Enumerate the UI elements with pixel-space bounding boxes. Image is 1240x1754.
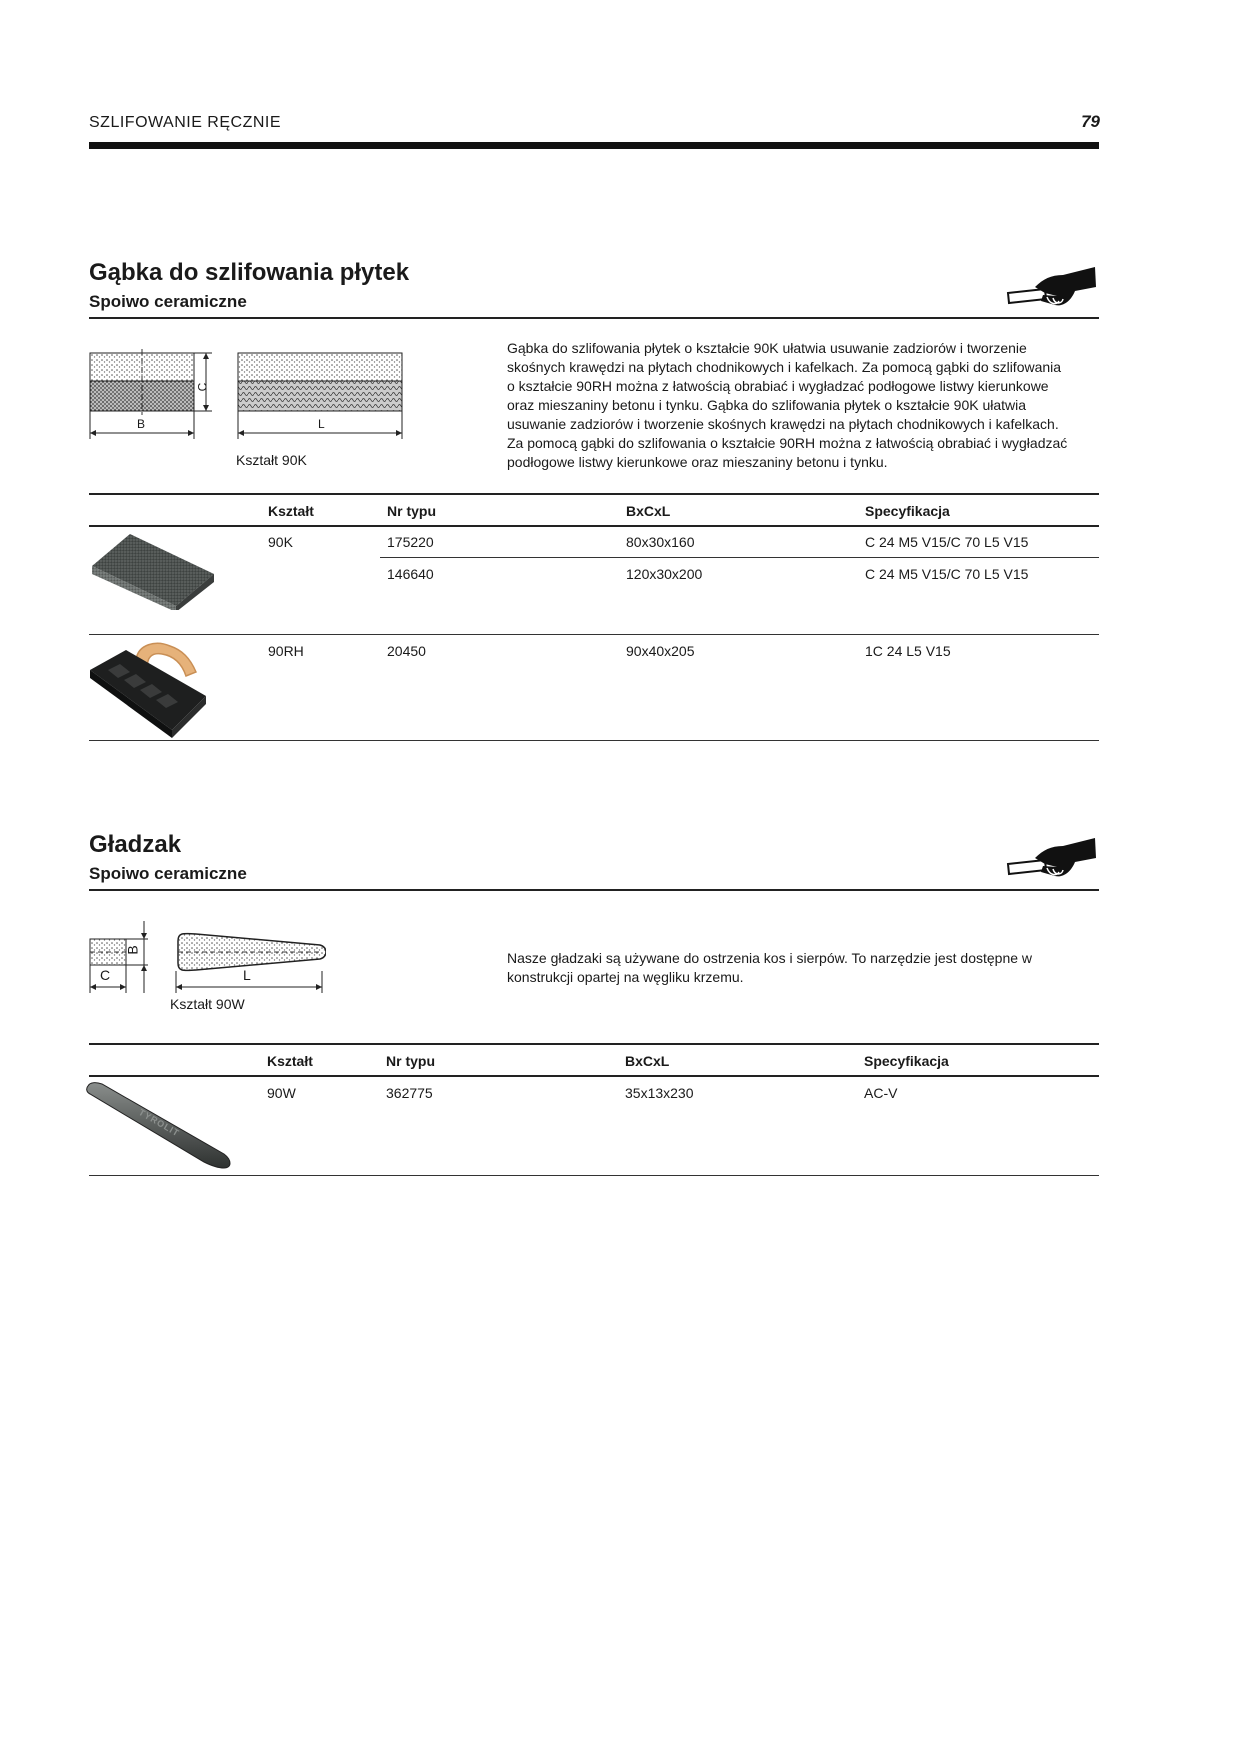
cell-dimensions: 120x30x200	[626, 566, 703, 582]
page-number: 79	[1081, 112, 1100, 131]
shape-90w-diagram	[86, 917, 326, 995]
column-header: Kształt	[267, 1053, 313, 1069]
cell-type-number: 146640	[387, 566, 434, 582]
cell-dimensions: 80x30x160	[626, 534, 695, 550]
section-title: Gąbka do szlifowania płytek	[89, 259, 410, 286]
dim-label-b: B	[124, 945, 141, 955]
product-photo-90w	[86, 1080, 236, 1172]
table-header-rule	[89, 1075, 1099, 1077]
section-title: Gładzak	[89, 831, 182, 858]
description-line: podłogowe listwy kierunkowe oraz mieszaniny betonu i tynku.	[507, 454, 888, 470]
shape-caption: Kształt 90K	[236, 452, 307, 468]
cell-shape: 90K	[268, 534, 293, 550]
description-line: oraz mieszaniny betonu i tynku. Gąbka do szlifowania płytek o kształcie 90K ułatwia	[507, 397, 1027, 413]
cell-shape: 90RH	[268, 643, 304, 659]
dim-label-l: L	[243, 967, 251, 983]
table-top-rule	[89, 1043, 1099, 1045]
column-header: Nr typu	[386, 1053, 435, 1069]
description-line: Nasze gładzaki są używane do ostrzenia kos i sierpów. To narzędzie jest dostępne w	[507, 950, 1033, 966]
cell-type-number: 362775	[386, 1085, 433, 1101]
dim-label-c: C	[100, 967, 111, 983]
description-line: Gąbka do szlifowania płytek o kształcie 90K ułatwia usuwanie zadziorów i tworzenie	[507, 340, 1027, 356]
column-header: BxCxL	[625, 1053, 670, 1069]
column-header: BxCxL	[626, 503, 671, 519]
product-imprint: TYROLIT	[137, 1107, 182, 1139]
column-header: Specyfikacja	[865, 503, 950, 519]
description-line: o kształcie 90RH można z łatwością obrabiać i wygładzać podłogowe listwy kierunkowe	[507, 378, 1049, 394]
hand-sanding-icon	[1005, 836, 1097, 884]
description-line: skośnych krawędzi na płytach chodnikowych i kafelkach. Za pomocą gąbki do szlifowania	[507, 359, 1062, 375]
shape-90k-diagram	[86, 349, 406, 441]
column-header: Nr typu	[387, 503, 436, 519]
table-bottom-rule	[89, 740, 1099, 741]
dim-label-c: C	[195, 382, 210, 392]
row-divider	[89, 634, 1099, 635]
table-header-rule	[89, 525, 1099, 527]
dim-label-b: B	[137, 417, 146, 431]
description-line: usuwanie zadziorów i tworzenie skośnych krawędzi na płytach chodnikowych i kafelkach.	[507, 416, 1059, 432]
cell-specification: AC-V	[864, 1085, 898, 1101]
product-photo-90rh	[86, 638, 212, 740]
shape-caption: Kształt 90W	[170, 996, 245, 1012]
running-header: SZLIFOWANIE RĘCZNIE	[89, 114, 282, 131]
product-description	[507, 949, 1117, 987]
section-subtitle: Spoiwo ceramiczne	[89, 864, 247, 883]
section-rule	[89, 889, 1099, 891]
section-rule	[89, 317, 1099, 319]
section-subtitle: Spoiwo ceramiczne	[89, 292, 247, 311]
cell-type-number: 175220	[387, 534, 434, 550]
header-rule	[89, 142, 1099, 149]
column-header: Specyfikacja	[864, 1053, 949, 1069]
row-divider	[380, 557, 1099, 558]
cell-shape: 90W	[267, 1085, 296, 1101]
cell-dimensions: 35x13x230	[625, 1085, 694, 1101]
table-bottom-rule	[89, 1175, 1099, 1176]
cell-specification: C 24 M5 V15/C 70 L5 V15	[865, 534, 1029, 550]
product-photo-90k	[88, 530, 218, 610]
description-line: konstrukcji opartej na węgliku krzemu.	[507, 969, 744, 985]
hand-sanding-icon	[1005, 265, 1097, 313]
table-top-rule	[89, 493, 1099, 495]
cell-dimensions: 90x40x205	[626, 643, 695, 659]
cell-specification: 1C 24 L5 V15	[865, 643, 951, 659]
cell-specification: C 24 M5 V15/C 70 L5 V15	[865, 566, 1029, 582]
cell-type-number: 20450	[387, 643, 426, 659]
column-header: Kształt	[268, 503, 314, 519]
description-line: Za pomocą gąbki do szlifowania o kształcie 90RH można z łatwością obrabiać i wygładzać	[507, 435, 1068, 451]
product-description	[507, 339, 1117, 472]
dim-label-l: L	[318, 417, 325, 431]
